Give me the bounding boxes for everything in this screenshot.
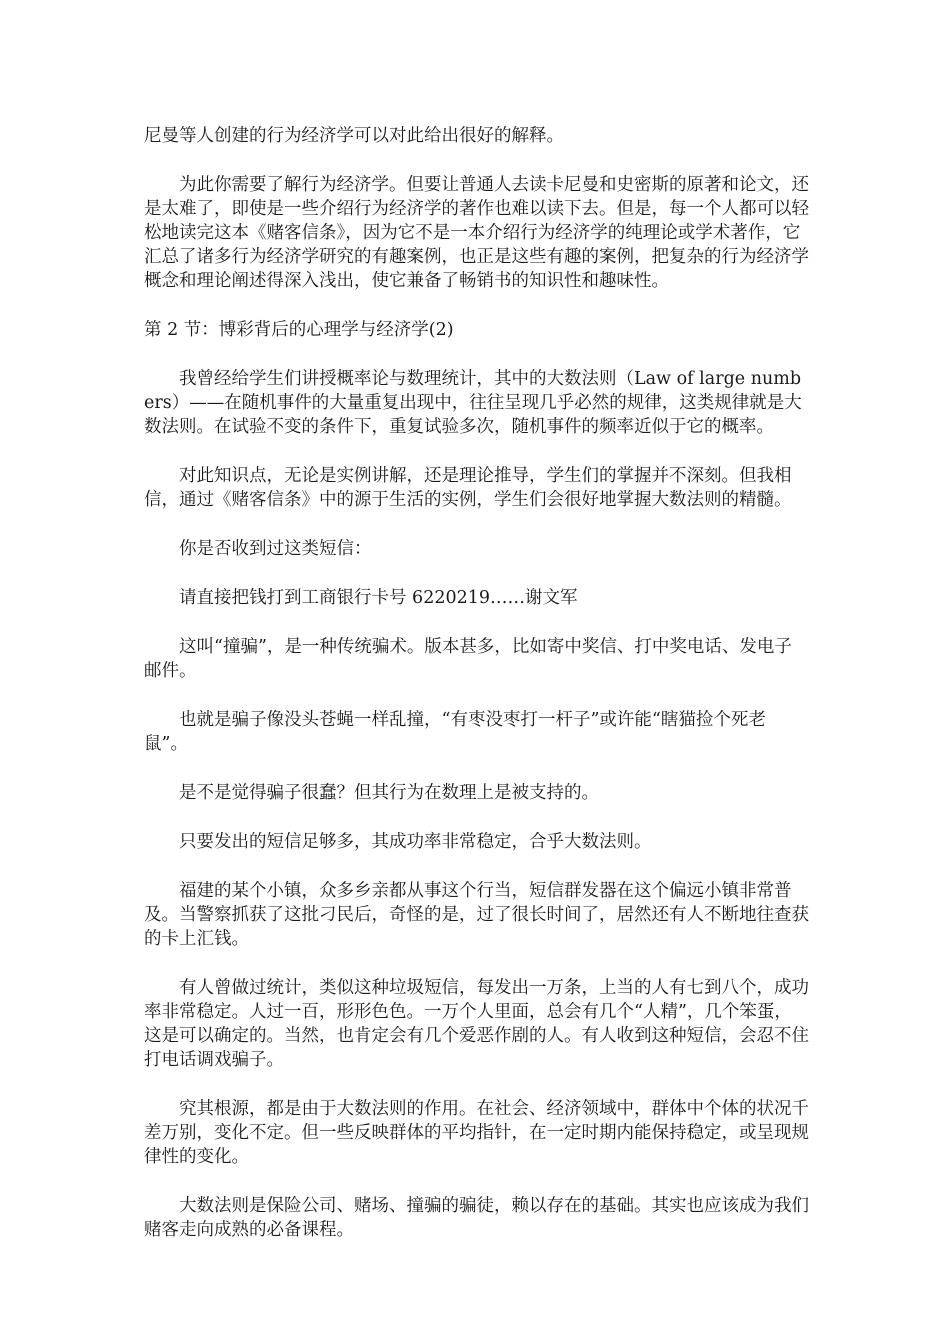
paragraph-11: 福建的某个小镇，众多乡亲都从事这个行当，短信群发器在这个偏远小镇非常普及。当警察抓获了这批刁民后，奇怪的是，过了很长时间了，居然还有人不断地往查获的卡上汇钱。 bbox=[144, 881, 809, 949]
paragraph-6: 请直接把钱打到工商银行卡号 6220219……谢文军 bbox=[179, 588, 578, 608]
paragraph-9: 是不是觉得骗子很蠢？但其行为在数理上是被支持的。 bbox=[179, 783, 599, 803]
paragraph-1: 尼曼等人创建的行为经济学可以对此给出很好的解释。 bbox=[144, 126, 564, 146]
paragraph-5: 你是否收到过这类短信： bbox=[179, 539, 372, 559]
section-heading: 第 2 节：博彩背后的心理学与经济学(2) bbox=[144, 320, 454, 340]
paragraph-2: 为此你需要了解行为经济学。但要让普通人去读卡尼曼和史密斯的原著和论文，还是太难了，即使是一些介绍行为经济学的著作也难以读下去。但是，每一个人都可以轻松地读完这本《赌客信条》，因为它不是一本介绍行为经济学的纯理论或学术著作，它汇总了诸多行为经济学研究的有趣案例，也正是这些有趣的案例，把复杂的行为经济学概念和理论阐述得深入浅出，使它兼备了畅销书的知识性和趣味性。 bbox=[144, 175, 809, 291]
paragraph-14: 大数法则是保险公司、赌场、撞骗的骗徒，赖以存在的基础。其实也应该成为我们赌客走向成熟的必备课程。 bbox=[144, 1196, 809, 1240]
paragraph-8: 也就是骗子像没头苍蝇一样乱撞，“有枣没枣打一杆子”或许能“瞎猫捡个死老鼠”。 bbox=[144, 710, 766, 754]
document-page bbox=[144, 124, 809, 1267]
paragraph-7: 这叫“撞骗”，是一种传统骗术。版本甚多，比如寄中奖信、打中奖电话、发电子邮件。 bbox=[144, 637, 792, 681]
paragraph-13: 究其根源，都是由于大数法则的作用。在社会、经济领域中，群体中个体的状况千差万别，变化不定。但一些反映群体的平均指针，在一定时期内能保持稳定，或呈现规律性的变化。 bbox=[144, 1099, 809, 1167]
paragraph-4: 对此知识点，无论是实例讲解，还是理论推导，学生们的掌握并不深刻。但我相信，通过《赌客信条》中的源于生活的实例，学生们会很好地掌握大数法则的精髓。 bbox=[144, 466, 792, 510]
paragraph-12: 有人曾做过统计，类似这种垃圾短信，每发出一万条，上当的人有七到八个，成功率非常稳定。人过一百，形形色色。一万个人里面，总会有几个“人精”，几个笨蛋，这是可以确定的。当然，也肯定会有几个爱恶作剧的人。有人收到这种短信，会忍不住打电话调戏骗子。 bbox=[144, 978, 809, 1070]
paragraph-3: 我曾经给学生们讲授概率论与数理统计，其中的大数法则（Law of large numbers）——在随机事件的大量重复出现中，往往呈现几乎必然的规律，这类规律就是大数法则。在试验不变的条件下，重复试验多次，随机事件的频率近似于它的概率。 bbox=[144, 369, 802, 437]
paragraph-10: 只要发出的短信足够多，其成功率非常稳定，合乎大数法则。 bbox=[179, 832, 652, 852]
